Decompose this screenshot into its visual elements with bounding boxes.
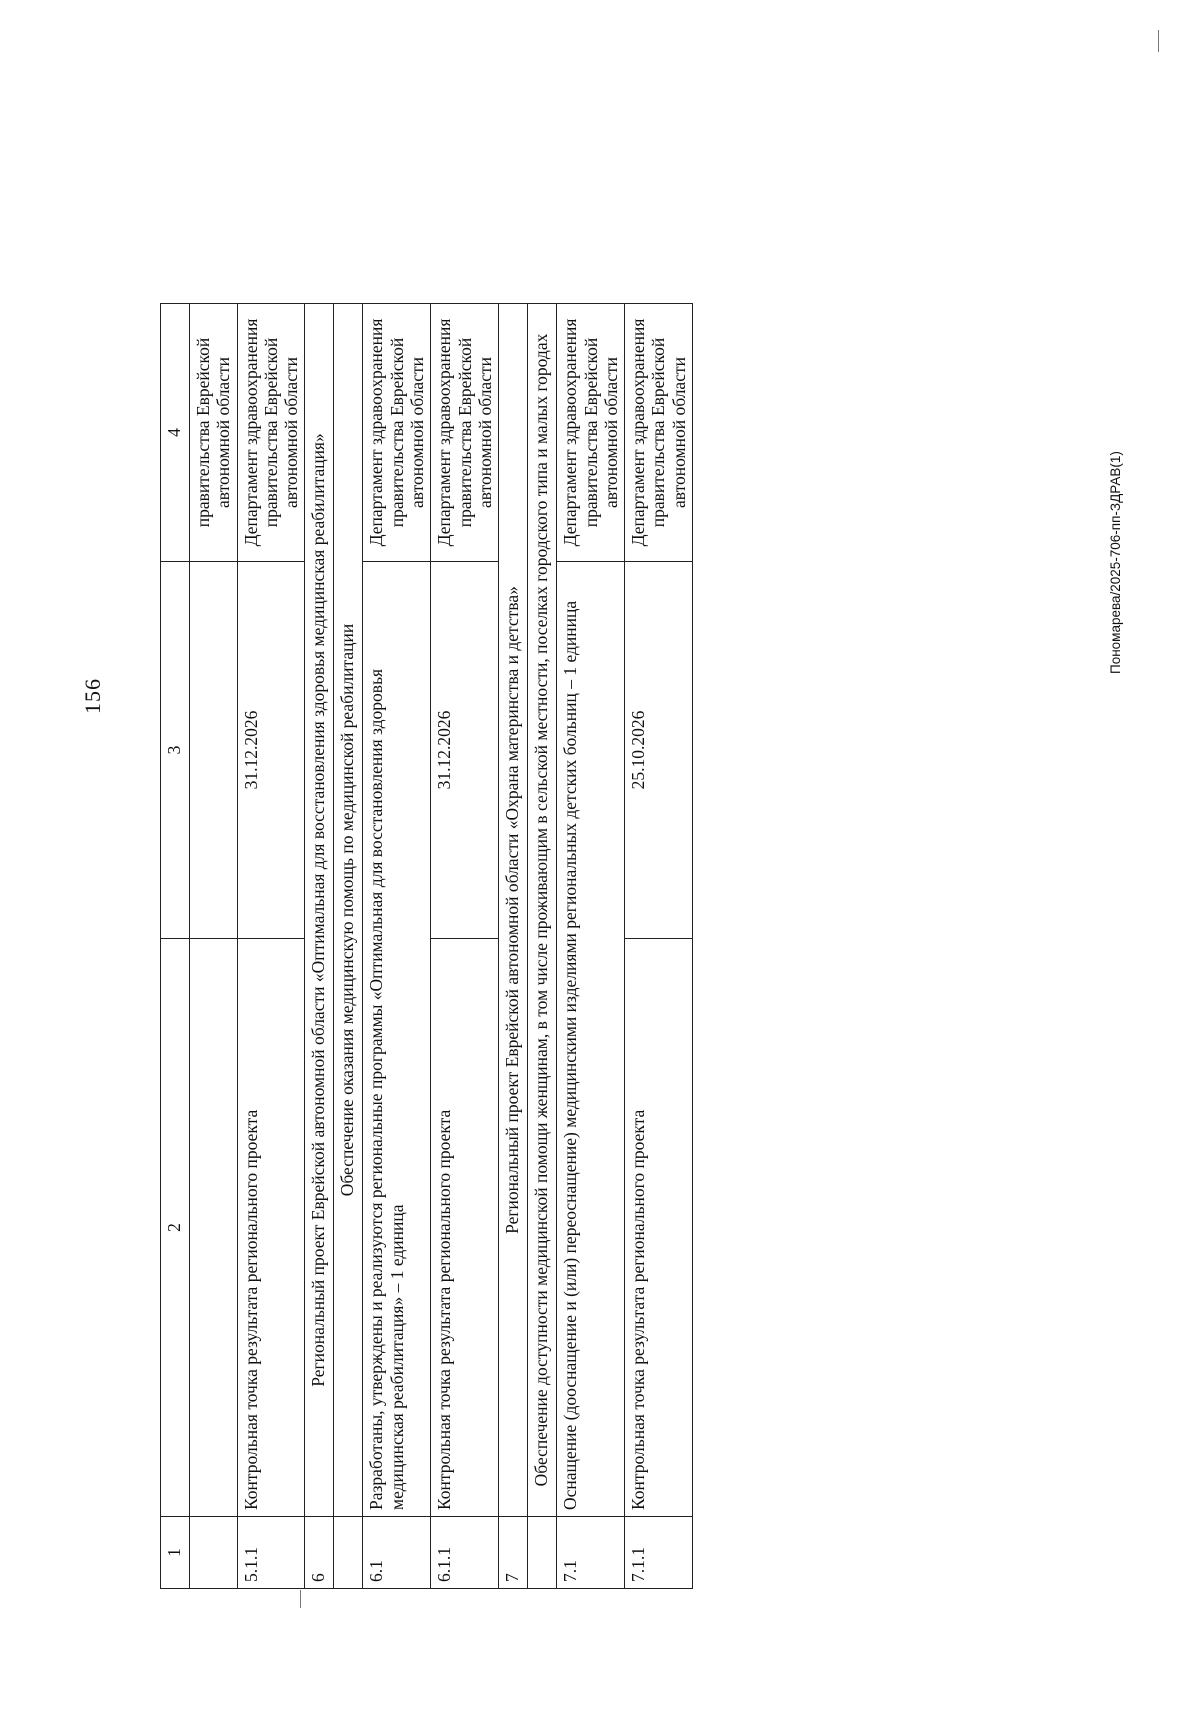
header-col-4: 4 [161,304,190,562]
section-title: Региональный проект Еврейской автономной области «Оптимальная для восстановления здоровья медицинская реабилитация» [305,304,334,1517]
table-header-row [161,304,190,1589]
table-row [431,304,499,1589]
row-responsible: Департамент здравоохранения правительства Еврейской автономной области [625,304,693,562]
header-col-2: 2 [161,939,190,1517]
row-number: 5.1.1 [237,1517,305,1589]
row-responsible: Департамент здравоохранения правительства Еврейской автономной области [557,304,625,562]
row-number [190,1517,238,1589]
row-number: 6.1 [363,1517,431,1589]
row-responsible: Департамент здравоохранения правительства Еврейской автономной области [363,304,431,562]
row-number: 7.1 [557,1517,625,1589]
footer-document-code: Пономарева/2025-706-пп-ЗДРАВ(1) [1108,451,1123,674]
header-col-3: 3 [161,562,190,939]
row-date [190,562,238,939]
row-number [334,1517,363,1589]
row-name: Оснащение (дооснащение и (или) переоснащение) медицинскими изделиями региональных детских больниц – 1 единица [557,562,625,1517]
table-row [363,304,431,1589]
table-row [557,304,625,1589]
page-number: 156 [80,678,105,714]
row-number: 7 [499,1517,528,1589]
table-row [190,304,238,1589]
section-row [499,304,528,1589]
table-row [625,304,693,1589]
row-number [528,1517,557,1589]
section-title: Региональный проект Еврейской автономной области «Охрана материнства и детства» [499,304,528,1517]
row-number: 7.1.1 [625,1517,693,1589]
row-name [190,939,238,1517]
rotated-document-page [0,294,1200,1724]
row-responsible: Департамент здравоохранения правительства Еврейской автономной области [237,304,305,562]
subsection-title: Обеспечение оказания медицинскую помощь по медицинской реабилитации [334,304,363,1517]
row-responsible: Департамент здравоохранения правительства Еврейской автономной области [431,304,499,562]
subsection-row [334,304,363,1589]
row-name: Разработаны, утверждены и реализуются региональные программы «Оптимальная для восстановления здоровья медицинская реабилитация» – 1 единица [363,562,431,1517]
table-row [237,304,305,1589]
row-date: 31.12.2026 [431,562,499,939]
subsection-row [528,304,557,1589]
header-col-1: 1 [161,1517,190,1589]
row-name: Контрольная точка результата регионального проекта [431,939,499,1517]
row-name: Контрольная точка результата регионального проекта [625,939,693,1517]
row-name: Контрольная точка результата регионального проекта [237,939,305,1517]
row-number: 6.1.1 [431,1517,499,1589]
row-date: 25.10.2026 [625,562,693,939]
scan-mark-top [1158,30,1159,52]
section-row [305,304,334,1589]
row-date: 31.12.2026 [237,562,305,939]
row-responsible: правительства Еврейской автономной области [190,304,238,562]
row-number: 6 [305,1517,334,1589]
plan-table [160,303,693,1589]
subsection-title: Обеспечение доступности медицинской помощи женщинам, в том числе проживающим в сельской местности, поселках городского типа и малых городах [528,304,557,1517]
